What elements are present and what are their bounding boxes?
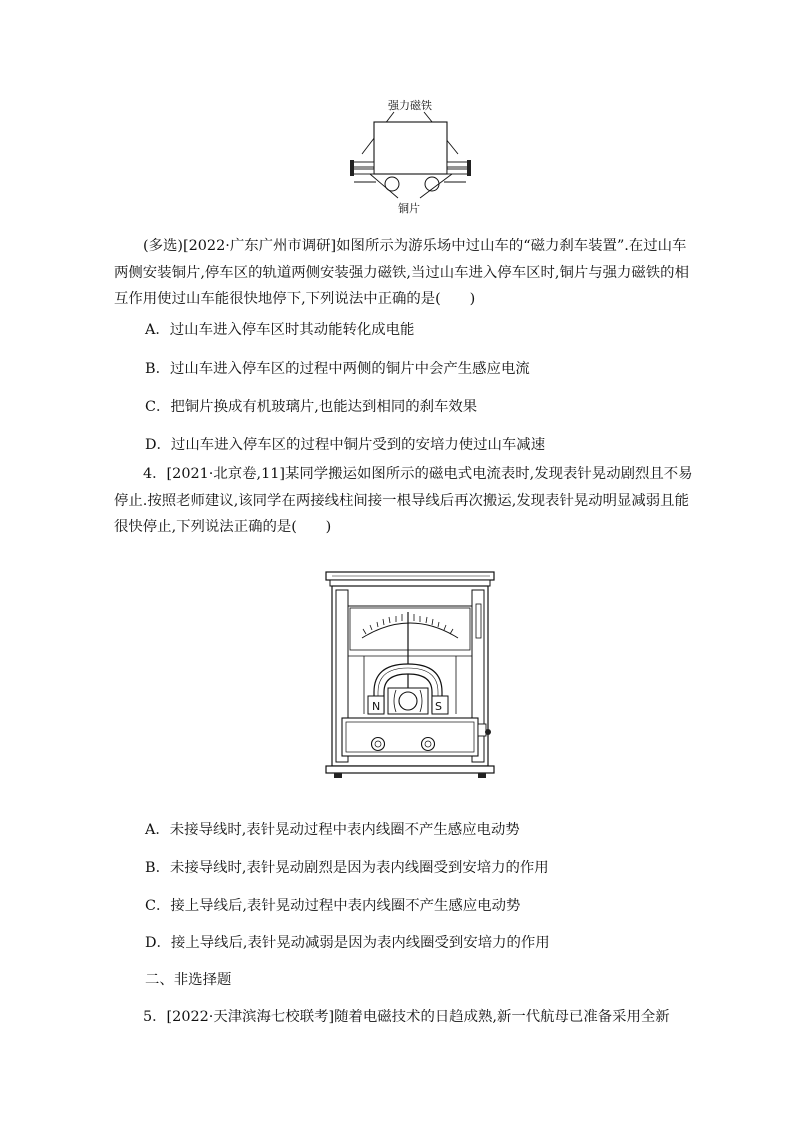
q4-option-b: B．未接导线时,表针晃动剧烈是因为表内线圈受到安培力的作用 (145, 860, 549, 876)
q4-option-a: A．未接导线时,表针晃动过程中表内线圈不产生感应电动势 (145, 822, 520, 838)
brake-device-figure (340, 92, 480, 220)
car-body (374, 122, 447, 174)
coil-core (399, 692, 417, 710)
q3-option-a: A．过山车进入停车区时其动能转化成电能 (145, 322, 415, 338)
terminal-left (372, 738, 385, 751)
q4-option-c: C．接上导线后,表针晃动过程中表内线圈不产生感应电动势 (145, 898, 521, 914)
q4-option-d: D．接上导线后,表针晃动减弱是因为表内线圈受到安培力的作用 (145, 935, 550, 951)
question-5-stem: 5．[2022·天津滨海七校联考]随着电磁技术的日趋成熟,新一代航母已准备采用全新 (143, 1009, 670, 1025)
copper-label: 铜片 (398, 202, 420, 215)
pole-n-label: N (372, 700, 381, 713)
magnet-label: 强力磁铁 (388, 99, 432, 112)
pole-s-label: S (435, 700, 442, 713)
question-4-stem: 4．[2021·北京卷,11]某同学搬运如图所示的磁电式电流表时,发现表针晃动剧烈且不易停止.按照老师建议,该同学在两接线柱间接一根导线后再次搬运,发现表针晃动明显减弱且能很快停止,下列说法正确的是( ) (114, 466, 693, 535)
section-heading: 二、非选择题 (145, 972, 232, 988)
q3-option-b: B．过山车进入停车区的过程中两侧的铜片中会产生感应电流 (145, 361, 530, 377)
terminal-right (422, 738, 435, 751)
ammeter-figure (322, 568, 498, 782)
q3-option-c: C．把铜片换成有机玻璃片,也能达到相同的刹车效果 (145, 399, 478, 415)
q3-option-d: D．过山车进入停车区的过程中铜片受到的安培力使过山车减速 (145, 437, 546, 453)
question-3-stem: (多选)[2022·广东广州市调研]如图所示为游乐场中过山车的“磁力刹车装置”.在过山车两侧安装铜片,停车区的轨道两侧安装强力磁铁,当过山车进入停车区时,铜片与强力磁铁的相互作用使过山车能很快地停下,下列说法中正确的是( ) (114, 238, 689, 307)
